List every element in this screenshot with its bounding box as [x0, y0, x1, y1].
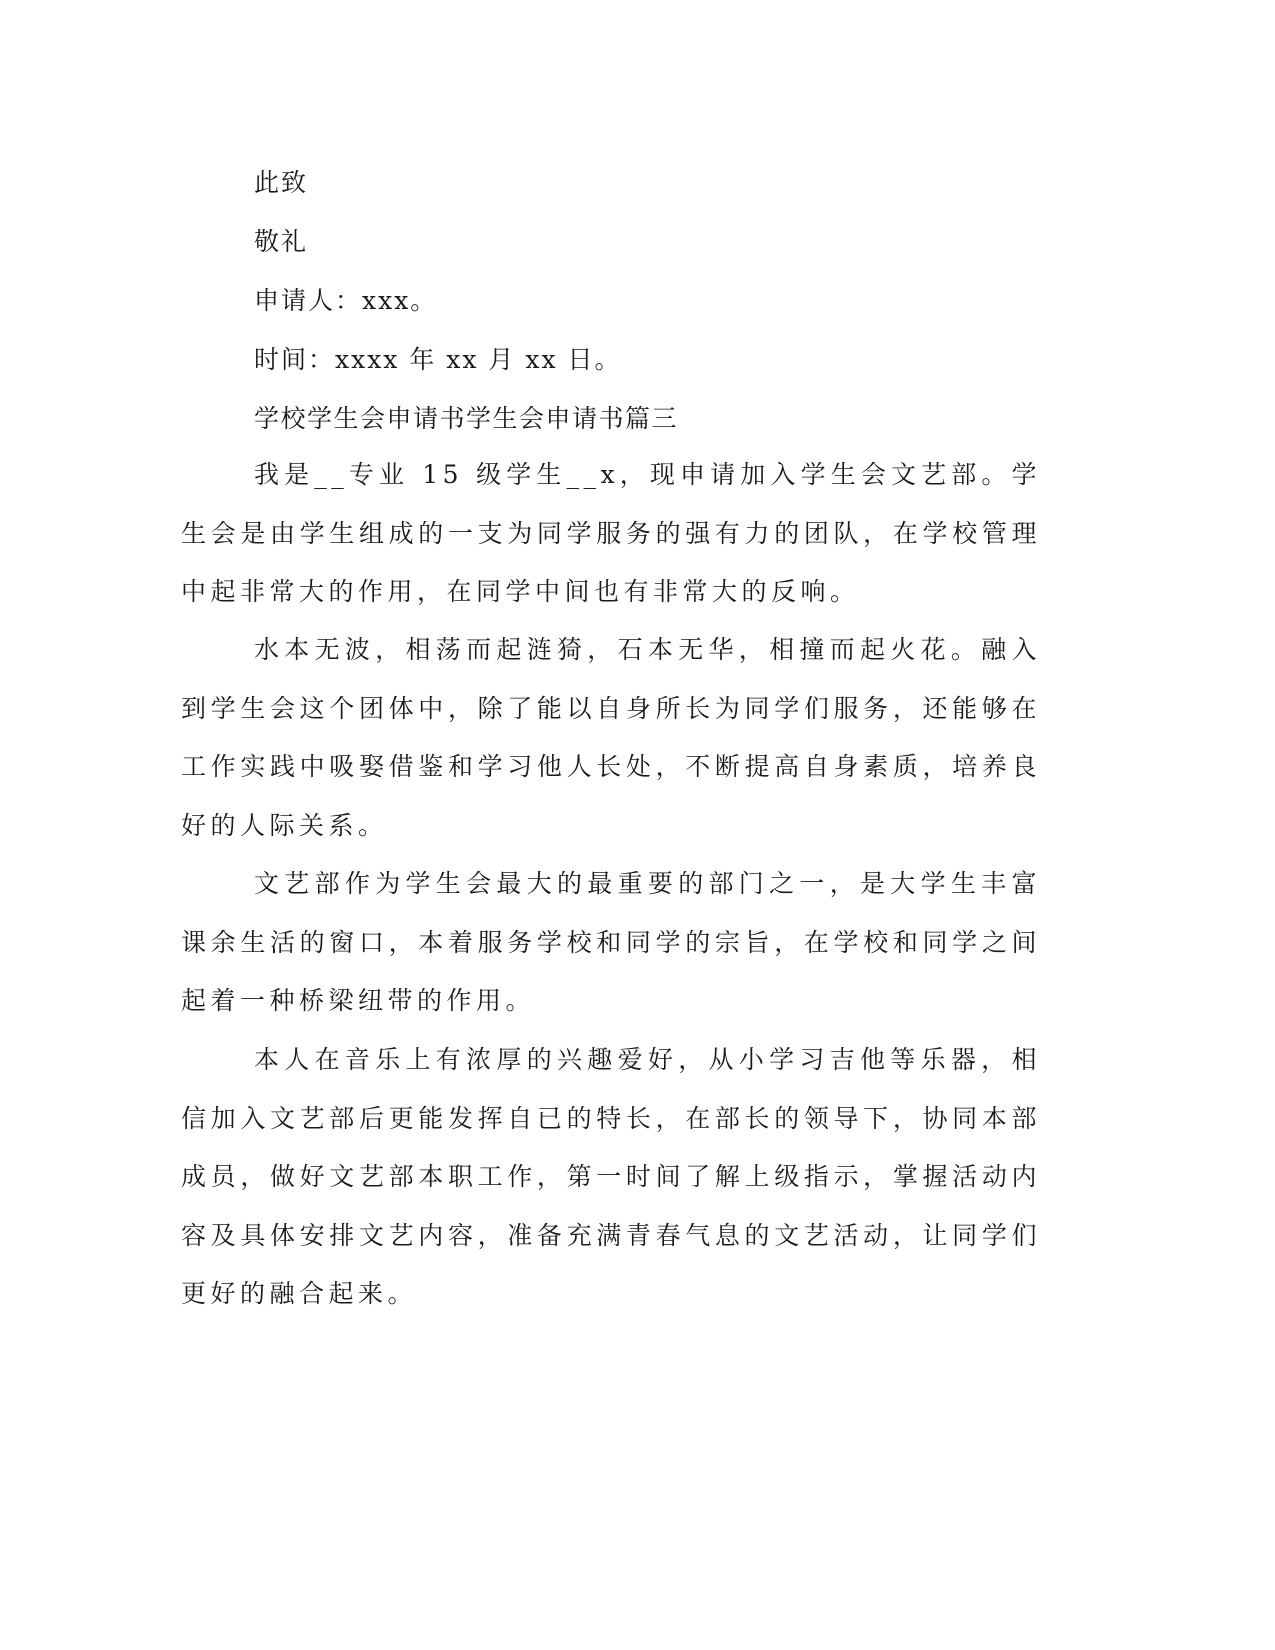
- paragraph-2: 水本无波，相荡而起涟猗，石本无华，相撞而起火花。融入到学生会这个团体中，除了能以自身所长为同学们服务，还能够在工作实践中吸娶借鉴和学习他人长处，不断提高自身素质，培养良好的人际关系。: [181, 635, 1041, 840]
- paragraph-3: 文艺部作为学生会最大的最重要的部门之一，是大学生丰富课余生活的窗口，本着服务学校和同学的宗旨，在学校和同学之间起着一种桥梁纽带的作用。: [181, 869, 1041, 1016]
- closing-regards: 敬礼: [254, 227, 309, 256]
- paragraph-1: 我是__专业 15 级学生__x，现申请加入学生会文艺部。学生会是由学生组成的一支为同学服务的强有力的团队，在学校管理中起非常大的作用，在同学中间也有非常大的反响。: [181, 460, 1041, 607]
- applicant-line: 申请人：xxx。: [254, 286, 438, 315]
- paragraph-4: 本人在音乐上有浓厚的兴趣爱好，从小学习吉他等乐器，相信加入文艺部后更能发挥自已的特长，在部长的领导下，协同本部成员，做好文艺部本职工作，第一时间了解上级指示，掌握活动内容及具体安排文艺内容，准备充满青春气息的文艺活动，让同学们更好的融合起来。: [181, 1045, 1041, 1309]
- section-heading: 学校学生会申请书学生会申请书篇三: [254, 404, 679, 433]
- date-line: 时间：xxxx 年 xx 月 xx 日。: [254, 345, 622, 374]
- closing-salutation: 此致: [254, 168, 309, 197]
